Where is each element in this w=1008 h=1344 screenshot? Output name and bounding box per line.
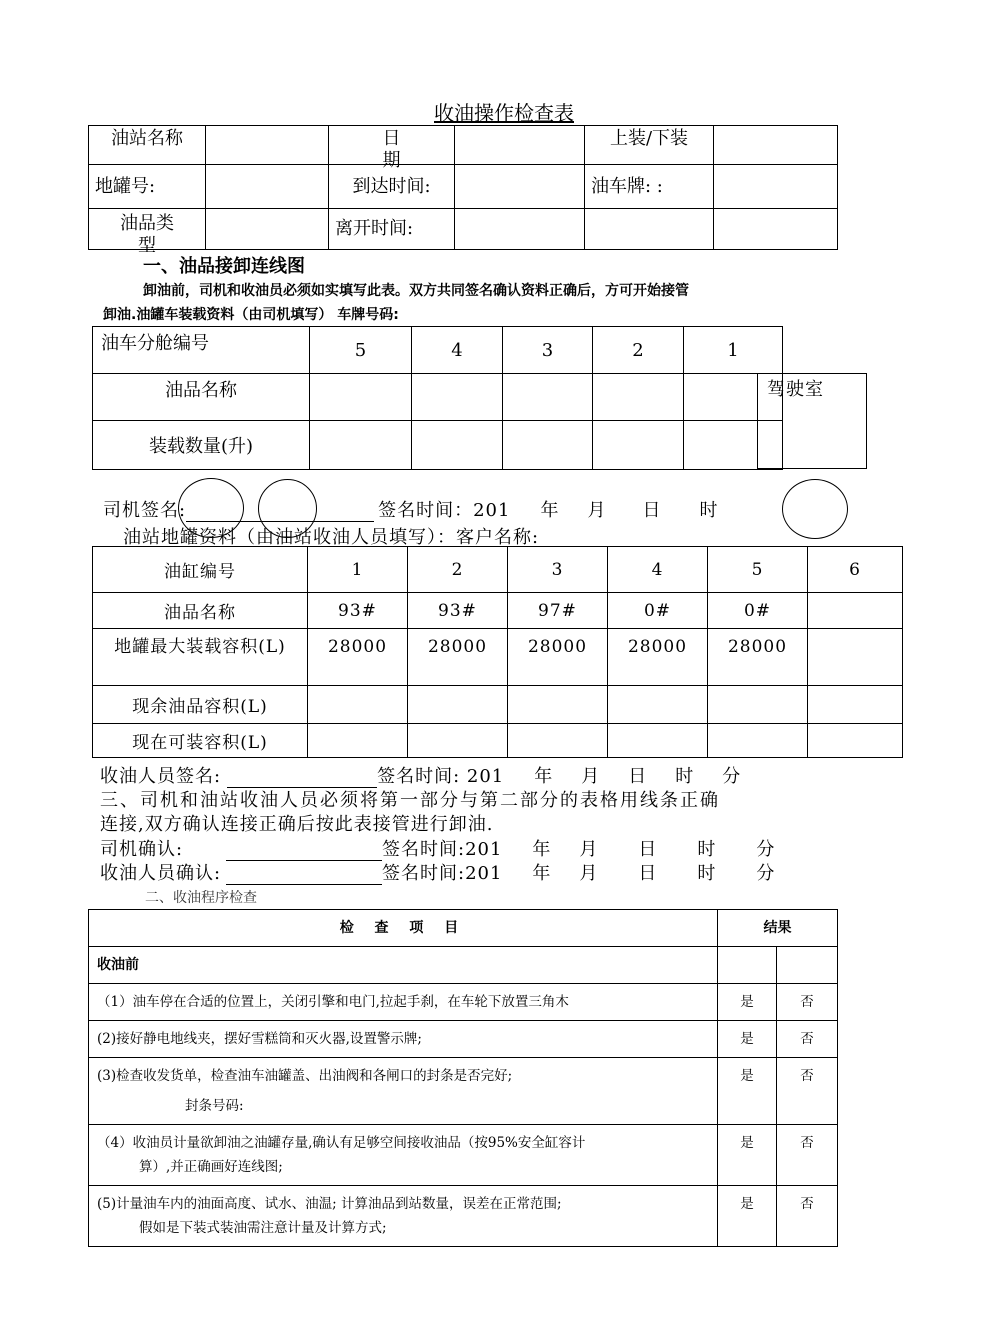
tank-max-capacity: 28000 [708,629,808,686]
driver-confirm-line [100,835,775,861]
truck-quantity-label: 装载数量(升) [93,421,310,470]
truck-table [92,326,783,470]
driver-confirm-time-label: 签名时间:201 [382,839,503,860]
tank-cell[interactable] [708,686,808,724]
compartment-number: 5 [310,327,412,374]
driver-sign-hour: 时 [699,500,719,521]
tank-cell[interactable] [708,724,808,758]
tank-max-capacity [808,629,903,686]
section1-para2: 卸油.油罐车装载资料（由司机填写） 车牌号码: [103,307,399,323]
tank-cell[interactable] [808,686,903,724]
connection-circle [258,479,317,538]
receiver-sign-label: 收油人员签名: [100,766,222,787]
compartment-number: 1 [684,327,783,374]
tank-cell[interactable] [408,686,508,724]
tank-cell[interactable] [508,724,608,758]
col-result-header: 结果 [718,910,838,947]
check-item-sub: 算）,并正确画好连线图; [139,1159,283,1175]
col-item-header: 检 查 项 目 [89,910,718,947]
receiver-sign-year: 年 [534,766,554,787]
truck-product-label: 油品名称 [93,374,310,421]
info-table [88,125,838,256]
tank-product: 0# [608,593,708,629]
tank-cell[interactable] [308,724,408,758]
tank-cell[interactable] [408,724,508,758]
receiver-sign-line [100,762,741,788]
tank-max-capacity: 28000 [508,629,608,686]
truck-cell[interactable] [310,374,412,421]
compartment-number: 3 [503,327,593,374]
tank-cell[interactable] [808,724,903,758]
tank-product: 0# [708,593,808,629]
product-type-label: 油品类型 [120,213,174,256]
tank-header-label: 油缸编号 [93,547,308,593]
truck-plate-value[interactable] [714,165,838,209]
section3-line1: 三、司机和油站收油人员必须将第一部分与第二部分的表格用线条正确 [100,790,720,811]
arrival-time-label: 到达时间: [329,165,455,209]
truck-cell[interactable] [412,421,503,470]
product-type-value[interactable] [206,209,329,250]
truck-cell[interactable] [593,374,684,421]
connection-circle [782,479,848,539]
tank-product [808,593,903,629]
yes-option[interactable]: 是 [718,1125,777,1186]
tank-table [92,546,903,758]
yes-option[interactable]: 是 [718,1186,777,1247]
tank-product: 93# [308,593,408,629]
receiver-confirm-year: 年 [532,863,552,884]
tank-cell[interactable] [308,686,408,724]
receiver-sign-month: 月 [581,766,601,787]
receiver-confirm-hour: 时 [697,863,717,884]
section2-heading: 二、收油程序检查 [145,890,257,906]
cab-box [757,373,867,469]
tank-max-capacity: 28000 [608,629,708,686]
check-item-sub: 封条号码: [185,1098,244,1114]
tank-product-label: 油品名称 [93,593,308,629]
station-name-label: 油站名称 [111,128,183,149]
arrival-time-value[interactable] [455,165,585,209]
no-option[interactable]: 否 [777,1021,838,1058]
tank-number: 5 [708,547,808,593]
tank-no-value[interactable] [206,165,329,209]
tank-number: 3 [508,547,608,593]
page-title: 收油操作检查表 [434,101,574,125]
no-option[interactable]: 否 [777,984,838,1021]
receiver-confirm-day: 日 [638,863,658,884]
connection-circle [178,478,244,538]
truck-cell[interactable] [503,374,593,421]
truck-cell[interactable] [310,421,412,470]
group-label: 收油前 [89,947,718,984]
check-item: （1）油车停在合适的位置上，关闭引擎和电门,拉起手刹，在车轮下放置三角木 [89,984,718,1021]
departure-time-value[interactable] [455,209,585,250]
load-type-value[interactable] [714,126,838,165]
truck-plate-label: 油车牌: : [585,165,714,209]
tank-max-capacity: 28000 [308,629,408,686]
no-option[interactable]: 否 [777,1125,838,1186]
receiver-sign-minute: 分 [722,766,742,787]
tank-cell[interactable] [608,724,708,758]
truck-cell[interactable] [503,421,593,470]
load-type-label: 上装/下装 [609,128,689,149]
driver-sign-time-label: 签名时间：201 [378,500,511,521]
section3-line2: 连接,双方确认连接正确后按此表接管进行卸油. [100,814,494,835]
tank-cell[interactable] [508,686,608,724]
driver-sign-day: 日 [642,500,662,521]
driver-sign-label: 司机签名: [103,500,187,521]
check-item: (3)检查收发货单，检查油车油罐盖、出油阀和各闸口的封条是否完好; 封条号码: [89,1058,718,1125]
receiver-sign-day: 日 [628,766,648,787]
tank-remaining-label: 现余油品容积(L) [93,686,308,724]
no-option[interactable]: 否 [777,1058,838,1125]
departure-time-label: 离开时间: [329,209,455,250]
compartment-number: 2 [593,327,684,374]
date-label: 日期 [382,128,401,171]
section1-para1: 卸油前，司机和收油员必须如实填写此表。双方共同签名确认资料正确后，方可开始接管 [143,283,689,299]
tank-number: 6 [808,547,903,593]
receiver-confirm-time-label: 签名时间:201 [382,863,503,884]
station-name-value[interactable] [206,126,329,165]
truck-cell[interactable] [593,421,684,470]
check-item-sub: 假如是下装式装油需注意计量及计算方式; [139,1220,387,1236]
receiver-confirm-field[interactable] [226,866,382,885]
truck-cell[interactable] [412,374,503,421]
tank-max-capacity: 28000 [408,629,508,686]
driver-sign-year: 年 [540,500,560,521]
yes-option[interactable]: 是 [718,1058,777,1125]
tank-number: 2 [408,547,508,593]
tank-product: 97# [508,593,608,629]
check-item: (2)接好静电地线夹，摆好雪糕筒和灭火器,设置警示牌; [89,1021,718,1058]
driver-sign-month: 月 [587,500,607,521]
tank-number: 1 [308,547,408,593]
receiver-confirm-label: 收油人员确认: [100,863,222,884]
tank-no-label: 地罐号: [89,165,206,209]
tank-cell[interactable] [608,686,708,724]
tank-loadable-label: 现在可装容积(L) [93,724,308,758]
check-item: (5)计量油车内的油面高度、试水、油温; 计算油品到站数量，误差在正常范围; 假如是下装式装油需注意计量及计算方式; [89,1186,718,1247]
driver-confirm-month: 月 [579,839,599,860]
compartment-label: 油车分舱编号 [93,327,310,374]
tank-product: 93# [408,593,508,629]
cab-label: 驾驶室 [767,379,824,400]
compartment-number: 4 [412,327,503,374]
driver-confirm-label: 司机确认: [100,839,184,860]
section1-heading: 一、油品接卸连线图 [143,256,305,277]
yes-option[interactable]: 是 [718,1021,777,1058]
tank-number: 4 [608,547,708,593]
yes-option[interactable]: 是 [718,984,777,1021]
station-info-heading: 油站地罐资料（由油站收油人员填写）：客户名称: [123,527,540,548]
receiver-confirm-minute: 分 [756,863,776,884]
inspection-table [88,909,838,1247]
receiver-confirm-line [100,859,775,885]
date-value[interactable] [455,126,585,165]
driver-confirm-day: 日 [638,839,658,860]
driver-confirm-year: 年 [532,839,552,860]
driver-confirm-hour: 时 [697,839,717,860]
receiver-sign-time-label: 签名时间: 201 [377,766,505,787]
tank-max-label: 地罐最大装载容积(L) [93,629,308,686]
driver-confirm-minute: 分 [756,839,776,860]
no-option[interactable]: 否 [777,1186,838,1247]
receiver-confirm-month: 月 [579,863,599,884]
receiver-sign-hour: 时 [675,766,695,787]
check-item: （4）收油员计量欲卸油之油罐存量,确认有足够空间接收油品（按95%安全缸容计 算）,并正确画好连线图; [89,1125,718,1186]
